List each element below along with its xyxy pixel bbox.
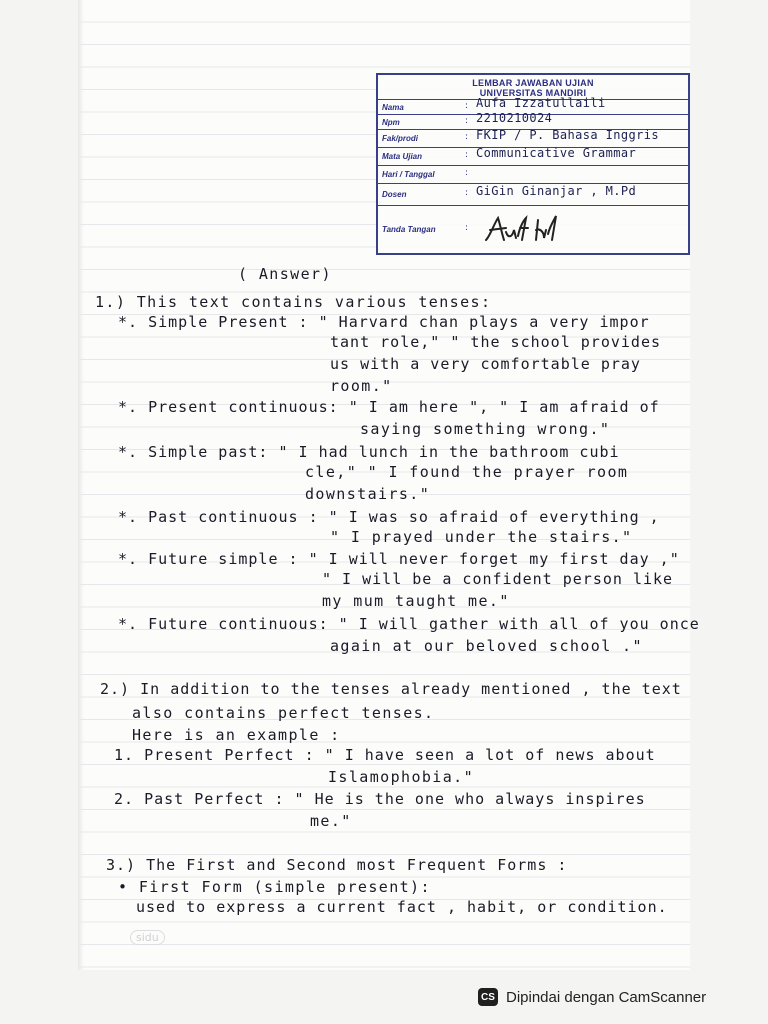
answer-line: downstairs." — [305, 485, 431, 503]
stamp-value-name: Aufa Izzatullaili — [476, 96, 606, 110]
answer-line: *. Future simple : " I will never forget my first day ," — [118, 550, 680, 568]
camscanner-logo-icon: CS — [478, 988, 498, 1006]
stamp-row-fak: Fak/prodi : FKIP / P. Bahasa Inggris — [378, 129, 688, 148]
stamp-row-tanda-tangan: Tanda Tangan : — [378, 205, 688, 252]
paper-watermark: sidu — [130, 930, 165, 945]
stamp-label: Tanda Tangan — [382, 225, 436, 234]
answer-line: us with a very comfortable pray — [330, 355, 641, 373]
answer-line: Islamophobia." — [328, 768, 475, 786]
stamp-value-subject: Communicative Grammar — [476, 146, 637, 160]
stamp-label: Hari / Tanggal — [382, 170, 435, 179]
stamp-row-npm: Npm : 2210210024 — [378, 114, 688, 130]
answer-line: *. Past continuous : " I was so afraid of everything , — [118, 508, 660, 526]
sheet-margin — [78, 0, 84, 970]
stamp-label: Npm — [382, 118, 400, 127]
stamp-value-npm: 2210210024 — [476, 111, 553, 125]
answer-line: used to express a current fact , habit, or condition. — [136, 898, 668, 916]
answer-line: " I prayed under the stairs." — [330, 528, 633, 546]
answer-line: *. Simple Present : " Harvard chan plays a very impor — [118, 313, 650, 331]
stamp-title-line2: UNIVERSITAS MANDIRI — [479, 88, 587, 98]
camscanner-footer — [478, 980, 754, 1014]
answer-line: *. Future continuous: " I will gather with all of you once — [118, 615, 700, 633]
answer-line: me." — [310, 812, 352, 830]
stamp-title-line1: LEMBAR JAWABAN UJIAN — [472, 78, 594, 88]
answer-line: 2. Past Perfect : " He is the one who always inspires — [114, 790, 646, 808]
answer-line: tant role," " the school provides — [330, 333, 662, 351]
stamp-row-dosen: Dosen : GiGin Ginanjar , M.Pd — [378, 183, 688, 206]
answer-heading: ( Answer) — [238, 265, 332, 283]
answer-line: 1.) This text contains various tenses: — [95, 293, 492, 311]
stamp-value-faculty: FKIP / P. Bahasa Inggris — [476, 128, 659, 142]
stamp-row-nama: Nama : Aufa Izzatullaili — [378, 99, 688, 115]
answer-line: also contains perfect tenses. — [132, 704, 435, 722]
answer-line: " I will be a confident person like — [322, 570, 674, 588]
answer-line: Here is an example : — [132, 726, 341, 744]
stamp-value-lecturer: GiGin Ginanjar , M.Pd — [476, 184, 637, 198]
stamp-label: Dosen — [382, 190, 407, 199]
answer-line: again at our beloved school ." — [330, 637, 643, 655]
answer-line: cle," " I found the prayer room — [305, 463, 629, 481]
answer-line: *. Simple past: " I had lunch in the bathroom cubi — [118, 443, 620, 461]
stamp-row-mata-ujian: Mata Ujian : Communicative Grammar — [378, 147, 688, 166]
answer-line: 3.) The First and Second most Frequent Forms : — [106, 856, 568, 874]
answer-line: room." — [330, 377, 393, 395]
stamp-label: Nama — [382, 103, 404, 112]
stamp-title — [378, 75, 688, 98]
answer-line: • First Form (simple present): — [118, 878, 431, 896]
answer-line: saying something wrong." — [360, 420, 611, 438]
answer-line: *. Present continuous: " I am here ", " I am afraid of — [118, 398, 660, 416]
stamp-label: Mata Ujian — [382, 152, 423, 161]
answer-line: 1. Present Perfect : " I have seen a lot of news about — [114, 746, 656, 764]
signature-image — [480, 210, 570, 250]
answer-line: 2.) In addition to the tenses already mentioned , the text — [100, 680, 682, 698]
answer-line: my mum taught me." — [322, 592, 510, 610]
camscanner-text: Dipindai dengan CamScanner — [506, 988, 707, 1006]
stamp-row-hari: Hari / Tanggal : — [378, 165, 688, 184]
stamp-label: Fak/prodi — [382, 134, 419, 143]
